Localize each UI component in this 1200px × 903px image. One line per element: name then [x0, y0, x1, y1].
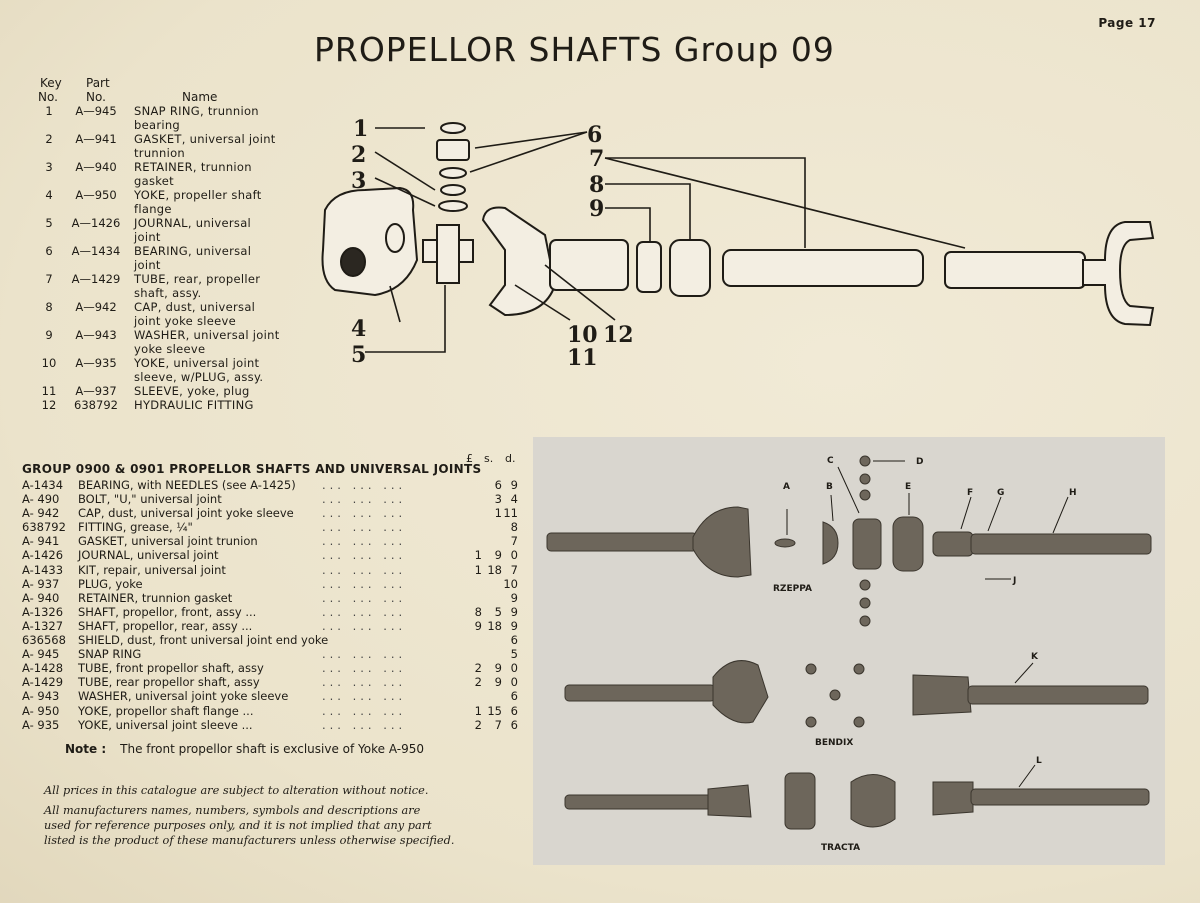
bendix-shaft-shape — [565, 685, 715, 701]
callout-12: 12 — [603, 322, 634, 348]
joint-types-photo — [533, 437, 1165, 865]
price-pence: 6 — [510, 717, 518, 732]
photo-label-c: C — [827, 456, 834, 466]
price-pence: 0 — [510, 675, 518, 690]
price-list-row — [22, 534, 520, 548]
key-number: 12 — [41, 398, 57, 412]
key-part-name: HYDRAULIC FITTING — [134, 398, 254, 412]
price-shillings: 9 — [494, 661, 502, 676]
gasket-shape — [440, 168, 466, 178]
price-pounds: 1 — [474, 703, 482, 718]
key-part-name: TUBE, rear, propeller — [134, 272, 261, 286]
leader-dots: ... ... ... — [322, 520, 407, 535]
photo-label-a: A — [783, 482, 790, 492]
ball-shape — [806, 717, 816, 727]
key-table-row — [36, 160, 296, 188]
bendix-housing-shape — [913, 675, 971, 715]
callout-6: 6 — [587, 122, 603, 148]
label-pointer — [1053, 497, 1068, 533]
leader-dots: ... ... ... — [322, 703, 407, 718]
disclaimer-line: All manufacturers names, numbers, symbols and descriptions are — [44, 804, 421, 817]
price-part-number: A- 941 — [22, 534, 60, 549]
price-list-row — [22, 704, 520, 718]
bendix-yoke-shape — [713, 661, 768, 723]
key-part-name: YOKE, propeller shaft — [134, 188, 262, 202]
note-text: The front propellor shaft is exclusive of Yoke A-950 — [120, 742, 425, 756]
leader-dots: ... ... ... — [322, 548, 407, 563]
leader-dots: ... ... ... — [322, 478, 407, 492]
key-part-number: A—1429 — [71, 272, 121, 286]
price-description: KIT, repair, universal joint — [78, 562, 226, 577]
callout-10: 10 — [567, 322, 598, 348]
key-table-row — [36, 328, 296, 356]
key-part-number: A—941 — [75, 132, 117, 146]
price-pence: 9 — [510, 618, 518, 633]
price-description: RETAINER, trunnion gasket — [78, 590, 233, 605]
key-table-row — [36, 384, 296, 398]
key-part-number: A—945 — [75, 104, 117, 118]
part-e-shape — [893, 517, 923, 571]
key-part-name: JOURNAL, universal — [134, 216, 252, 230]
part-c-shape — [853, 519, 881, 569]
key-part-number: A—1434 — [71, 244, 121, 258]
key-part-name: BEARING, universal — [134, 244, 252, 258]
key-part-number: A—943 — [75, 328, 117, 342]
price-shillings: 3 — [494, 492, 502, 507]
price-pence: 10 — [503, 576, 518, 591]
price-pounds: 1 — [474, 548, 482, 563]
key-number: 5 — [45, 216, 53, 230]
callout-5: 5 — [351, 342, 367, 368]
key-part-name: SLEEVE, yoke, plug — [134, 384, 250, 398]
price-description: WASHER, universal joint yoke sleeve — [78, 689, 289, 704]
price-shillings: 5 — [494, 604, 502, 619]
part-l-shaft-shape — [971, 789, 1149, 805]
ball-shape — [860, 598, 870, 608]
key-table-row — [36, 216, 296, 244]
key-table-row — [36, 300, 296, 328]
flange-hole-shape — [341, 248, 365, 276]
key-number: 1 — [45, 104, 53, 118]
price-list-row — [22, 633, 520, 647]
key-part-number: A—940 — [75, 160, 117, 174]
price-part-number: A-1326 — [22, 604, 64, 619]
price-part-number: A-1433 — [22, 562, 64, 577]
price-description: SNAP RING — [78, 647, 142, 662]
price-shillings: 9 — [494, 675, 502, 690]
leader-dots: ... ... ... — [322, 492, 407, 507]
price-pence: 9 — [510, 604, 518, 619]
price-pence: 5 — [510, 647, 518, 662]
leader-dots: ... ... ... — [322, 689, 407, 704]
note-label: Note : — [65, 742, 107, 756]
name-header: Name — [182, 90, 218, 104]
ball-shape — [830, 690, 840, 700]
price-shillings: 18 — [487, 562, 502, 577]
callout-8: 8 — [589, 172, 605, 198]
key-part-name: yoke sleeve — [134, 342, 206, 356]
key-table — [36, 104, 296, 412]
key-number: 11 — [41, 384, 57, 398]
photo-label-h: H — [1069, 488, 1077, 498]
price-pence: 6 — [510, 633, 518, 648]
leader-dots: ... ... ... — [322, 661, 407, 676]
photo-label-l: L — [1036, 756, 1042, 766]
rzeppa-label: RZEPPA — [773, 584, 812, 594]
key-part-name: trunnion — [134, 146, 186, 160]
rzeppa-shaft-shape — [547, 533, 697, 551]
callout-7: 7 — [589, 146, 605, 172]
price-shillings: 1 — [494, 506, 502, 521]
leader-dots: ... ... ... — [322, 717, 407, 732]
price-shillings: 6 — [494, 478, 502, 492]
leader-line — [475, 132, 587, 148]
tracta-center-shape — [785, 773, 815, 829]
photo-label-e: E — [905, 482, 912, 492]
price-pence: 0 — [510, 548, 518, 563]
price-part-number: A- 945 — [22, 647, 60, 662]
price-pence: 4 — [510, 492, 518, 507]
key-part-number: A—935 — [75, 356, 117, 370]
key-part-name: SNAP RING, trunnion — [134, 104, 259, 118]
page-number: Page 17 — [1098, 16, 1156, 30]
leader-line — [605, 158, 805, 248]
price-list-row — [22, 577, 520, 591]
price-description: TUBE, front propellor shaft, assy — [78, 661, 264, 676]
retainer-shape — [441, 185, 465, 195]
leader-line — [605, 184, 690, 240]
key-header-line2: No. — [38, 90, 58, 104]
price-description: YOKE, propellor shaft flange ... — [78, 703, 254, 718]
leader-line — [390, 286, 400, 322]
price-part-number: A- 940 — [22, 590, 60, 605]
key-number: 9 — [45, 328, 53, 342]
price-description: CAP, dust, universal joint yoke sleeve — [78, 506, 294, 521]
price-pence: 7 — [510, 534, 518, 549]
sleeve-shape — [550, 240, 628, 290]
key-table-row — [36, 272, 296, 300]
price-list-row — [22, 675, 520, 689]
leader-dots: ... ... ... — [322, 647, 407, 662]
sleeve-yoke-shape — [483, 208, 555, 316]
disclaimer-line: listed is the product of these manufacturers unless otherwise specified. — [44, 834, 455, 847]
key-table-row — [36, 244, 296, 272]
price-list-row — [22, 520, 520, 534]
label-pointer — [1019, 765, 1035, 787]
rear-tube-shape — [945, 252, 1085, 288]
key-table-row — [36, 104, 296, 132]
price-list-row — [22, 506, 520, 520]
snap-ring-shape — [441, 123, 465, 133]
journal-cross-shape — [437, 225, 459, 283]
price-description: JOURNAL, universal joint — [78, 548, 219, 563]
key-table-row — [36, 188, 296, 216]
leader-dots: ... ... ... — [322, 675, 407, 690]
part-header-line1: Part — [86, 76, 110, 90]
callout-3: 3 — [351, 168, 367, 194]
washer-shape — [637, 242, 661, 292]
price-list-row — [22, 647, 520, 661]
end-yoke-shape — [1083, 222, 1153, 325]
exploded-diagram — [305, 110, 1165, 370]
ball-shape — [860, 580, 870, 590]
disclaimer-line: used for reference purposes only, and it is not implied that any part — [44, 819, 432, 832]
key-number: 8 — [45, 300, 53, 314]
price-pence: 6 — [510, 689, 518, 704]
ball-shape — [860, 490, 870, 500]
label-pointer — [988, 497, 1001, 531]
price-part-number: A- 942 — [22, 506, 60, 521]
price-description: TUBE, rear propellor shaft, assy — [78, 675, 260, 690]
shillings-header: s. — [484, 452, 494, 465]
pounds-header: £ — [466, 452, 473, 465]
price-pence: 9 — [510, 590, 518, 605]
key-part-name: joint — [134, 230, 161, 244]
price-part-number: A- 490 — [22, 492, 60, 507]
tracta-housing-shape — [933, 782, 973, 815]
price-description: SHIELD, dust, front universal joint end yoke — [78, 633, 329, 648]
rzeppa-housing-shape — [693, 507, 751, 577]
key-table-row — [36, 132, 296, 160]
price-part-number: A-1428 — [22, 661, 64, 676]
price-pounds: 2 — [474, 661, 482, 676]
price-list-row — [22, 591, 520, 605]
part-header-line2: No. — [86, 90, 106, 104]
price-part-number: A-1434 — [22, 478, 64, 492]
photo-label-k: K — [1031, 652, 1038, 662]
price-part-number: 638792 — [22, 520, 66, 535]
callout-9: 9 — [589, 196, 605, 222]
photo-label-f: F — [967, 488, 974, 498]
key-part-number: A—1426 — [71, 216, 121, 230]
price-part-number: A- 937 — [22, 576, 60, 591]
note — [65, 742, 424, 756]
price-pence: 8 — [510, 520, 518, 535]
photo-label-j: J — [1013, 576, 1017, 586]
leader-dots: ... ... ... — [322, 590, 407, 605]
key-number: 6 — [45, 244, 53, 258]
key-part-name: shaft, assy. — [134, 286, 202, 300]
price-part-number: A- 943 — [22, 689, 60, 704]
ball-d-shape — [860, 456, 870, 466]
price-list — [22, 478, 520, 732]
key-table-row — [36, 398, 296, 412]
tracta-center-shape — [851, 775, 895, 828]
leader-dots: ... ... ... — [322, 506, 407, 521]
price-list-row — [22, 605, 520, 619]
price-list-row — [22, 478, 520, 492]
price-pence: 6 — [510, 703, 518, 718]
price-pounds: 2 — [474, 717, 482, 732]
price-part-number: A-1429 — [22, 675, 64, 690]
key-part-name: GASKET, universal joint — [134, 132, 276, 146]
key-part-number: A—942 — [75, 300, 117, 314]
part-f-shape — [933, 532, 973, 556]
label-pointer — [961, 497, 971, 529]
key-part-name: sleeve, w/PLUG, assy. — [134, 370, 264, 384]
photo-label-d: D — [916, 457, 924, 467]
key-number: 3 — [45, 160, 53, 174]
key-part-name: YOKE, universal joint — [134, 356, 260, 370]
price-list-row — [22, 619, 520, 633]
price-pence: 9 — [510, 478, 518, 492]
price-pence: 7 — [510, 562, 518, 577]
price-pence: 0 — [510, 661, 518, 676]
price-pounds: 9 — [474, 618, 482, 633]
key-part-number: 638792 — [74, 398, 118, 412]
key-part-name: bearing — [134, 118, 181, 132]
ball-shape — [854, 664, 864, 674]
key-number: 10 — [41, 356, 57, 370]
leader-line — [470, 132, 587, 172]
price-description: BOLT, "U," universal joint — [78, 492, 222, 507]
part-h-shaft-shape — [971, 534, 1151, 554]
callout-2: 2 — [351, 142, 367, 168]
price-list-row — [22, 492, 520, 506]
price-part-number: 636568 — [22, 633, 66, 648]
callout-1: 1 — [353, 116, 369, 142]
price-list-row — [22, 548, 520, 562]
photo-label-g: G — [997, 488, 1005, 498]
ball-shape — [854, 717, 864, 727]
price-part-number: A-1426 — [22, 548, 64, 563]
ball-shape — [806, 664, 816, 674]
price-description: GASKET, universal joint trunion — [78, 534, 258, 549]
leader-line — [375, 152, 435, 190]
label-pointer — [831, 495, 833, 521]
key-number: 4 — [45, 188, 53, 202]
price-pounds: 2 — [474, 675, 482, 690]
tracta-label: TRACTA — [821, 843, 861, 853]
label-pointer — [838, 467, 859, 513]
callout-4: 4 — [351, 316, 367, 342]
page-title: PROPELLOR SHAFTS Group 09 — [314, 30, 835, 69]
bearing-cup-shape — [437, 140, 469, 160]
splined-shaft-shape — [723, 250, 923, 286]
key-part-name: joint — [134, 258, 161, 272]
key-part-name: flange — [134, 202, 172, 216]
key-header-line1: Key — [40, 76, 62, 90]
leader-line — [605, 208, 650, 242]
bendix-label: BENDIX — [815, 738, 854, 748]
price-shillings: 15 — [487, 703, 502, 718]
price-part-number: A-1327 — [22, 618, 64, 633]
price-description: YOKE, universal joint sleeve ... — [78, 717, 253, 732]
ball-shape — [860, 616, 870, 626]
price-part-number: A- 950 — [22, 703, 60, 718]
price-description: PLUG, yoke — [78, 576, 143, 591]
key-part-number: A—950 — [75, 188, 117, 202]
key-table-row — [36, 356, 296, 384]
price-part-number: A- 935 — [22, 717, 60, 732]
tracta-shaft-shape — [565, 795, 715, 809]
part-k-shaft-shape — [968, 686, 1148, 704]
price-pounds: 8 — [474, 604, 482, 619]
price-list-row — [22, 689, 520, 703]
key-part-name: WASHER, universal joint — [134, 328, 280, 342]
tracta-yoke-shape — [708, 785, 751, 817]
leader-dots: ... ... ... — [322, 562, 407, 577]
price-shillings: 18 — [487, 618, 502, 633]
key-number: 7 — [45, 272, 53, 286]
flange-hole-shape — [386, 224, 404, 252]
key-part-name: joint yoke sleeve — [134, 314, 237, 328]
price-list-row — [22, 718, 520, 732]
photo-label-b: B — [826, 482, 833, 492]
manufacturer-disclaimer — [44, 803, 504, 848]
price-description: SHAFT, propellor, front, assy ... — [78, 604, 257, 619]
price-description: SHAFT, propellor, rear, assy ... — [78, 618, 253, 633]
leader-dots: ... ... ... — [322, 604, 407, 619]
callout-11: 11 — [567, 345, 598, 370]
dust-cap-shape — [670, 240, 710, 296]
key-part-name: gasket — [134, 174, 174, 188]
price-pence: 11 — [503, 506, 518, 521]
price-disclaimer: All prices in this catalogue are subject to alteration without notice. — [44, 784, 429, 797]
leader-dots: ... ... ... — [322, 534, 407, 549]
key-part-name: CAP, dust, universal — [134, 300, 256, 314]
retainer-shape — [439, 201, 467, 211]
leader-line — [605, 158, 965, 248]
leader-dots: ... ... ... — [322, 618, 407, 633]
label-pointer — [1015, 663, 1033, 683]
pence-header: d. — [505, 452, 516, 465]
price-shillings: 7 — [494, 717, 502, 732]
ball-shape — [860, 474, 870, 484]
key-number: 2 — [45, 132, 53, 146]
price-pounds: 1 — [474, 562, 482, 577]
part-a-shape — [775, 539, 795, 547]
part-b-shape — [823, 522, 838, 564]
leader-dots: ... ... ... — [322, 576, 407, 591]
price-list-row — [22, 661, 520, 675]
price-list-row — [22, 563, 520, 577]
price-description: FITTING, grease, ¼" — [78, 520, 193, 535]
key-part-name: RETAINER, trunnion — [134, 160, 252, 174]
price-list-title: GROUP 0900 & 0901 PROPELLOR SHAFTS AND UNIVERSAL JOINTS — [22, 462, 482, 476]
key-part-number: A—937 — [75, 384, 117, 398]
joint-photo-drawing — [533, 437, 1165, 865]
price-description: BEARING, with NEEDLES (see A-1425) — [78, 478, 296, 492]
price-shillings: 9 — [494, 548, 502, 563]
